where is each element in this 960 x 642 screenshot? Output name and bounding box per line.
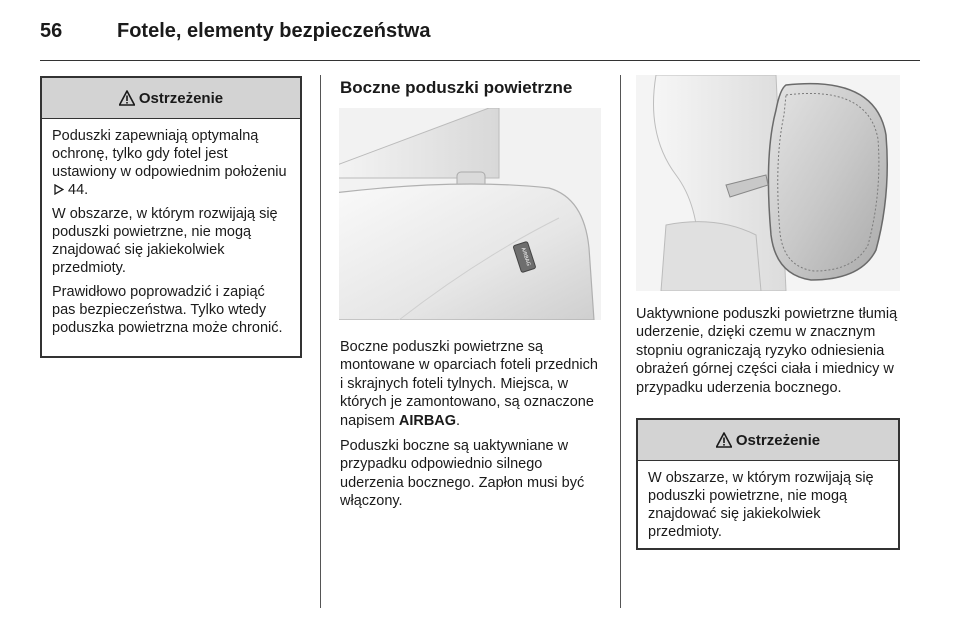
section-heading: Boczne poduszki powietrzne xyxy=(340,78,573,97)
seat-drawing xyxy=(339,108,601,320)
page-header xyxy=(40,20,920,50)
warning-paragraph: Prawidłowo poprowadzić i zapiąć pas bezpieczeństwa. Tylko wtedy poduszka powietrzna może chronić. xyxy=(52,284,283,336)
warning-heading: Ostrzeżenie xyxy=(735,431,821,449)
warning-icon xyxy=(119,90,135,106)
airbag-label-text: AIRBAG xyxy=(519,246,532,267)
column-divider-right xyxy=(620,75,621,608)
warning-paragraph: W obszarze, w którym rozwijają się poduszki powietrzne, nie mogą znajdować się jakiekolwiek przedmioty. xyxy=(648,470,874,540)
deployed-airbag-illustration xyxy=(636,75,900,291)
paragraph: Boczne poduszki powietrzne są montowane w oparciach foteli przednich i skrajnych foteli tylnych. Miejsca, w których je zamontowano, są oznaczone napisem AIRBAG. xyxy=(340,339,598,429)
warning-body xyxy=(638,461,898,551)
seat-airbag-label-illustration xyxy=(339,108,601,320)
paragraph: Uaktywnione poduszki powietrzne tłumią uderzenie, dzięki czemu w znacznym stopniu ograniczają ryzyko odniesienia obrażeń górnej części ciała i miednicy w przypadku uderzenia bocznego. xyxy=(636,306,898,396)
warning-box-left xyxy=(40,76,302,358)
side-airbags-text xyxy=(340,338,602,518)
warning-heading: Ostrzeżenie xyxy=(138,89,224,107)
warning-paragraph: Poduszki zapewniają optymalną ochronę, tylko gdy fotel jest ustawiony w odpowiednim położeniu 44. xyxy=(52,128,287,198)
warning-paragraph: W obszarze, w którym rozwijają się poduszki powietrzne, nie mogą znajdować się jakiekolwiek przedmioty. xyxy=(52,206,278,276)
airbag-keyword: AIRBAG xyxy=(398,412,457,429)
header-divider xyxy=(40,60,920,61)
warning-header xyxy=(638,420,898,461)
column-divider-left xyxy=(320,75,321,608)
warning-header xyxy=(42,78,300,119)
paragraph: Poduszki boczne są uaktywniane w przypadku odpowiednio silnego uderzenia bocznego. Zapłon musi być włączony. xyxy=(340,438,585,510)
arrow-reference-icon xyxy=(54,184,64,195)
warning-body xyxy=(42,119,300,347)
right-column-text xyxy=(636,305,902,404)
page-number: 56 xyxy=(40,20,63,42)
page-title: Fotele, elementy bezpieczeństwa xyxy=(117,20,431,42)
warning-icon xyxy=(716,432,732,448)
warning-box-right xyxy=(636,418,900,550)
airbag-drawing xyxy=(636,75,900,291)
page-reference[interactable]: 44. xyxy=(68,182,89,198)
